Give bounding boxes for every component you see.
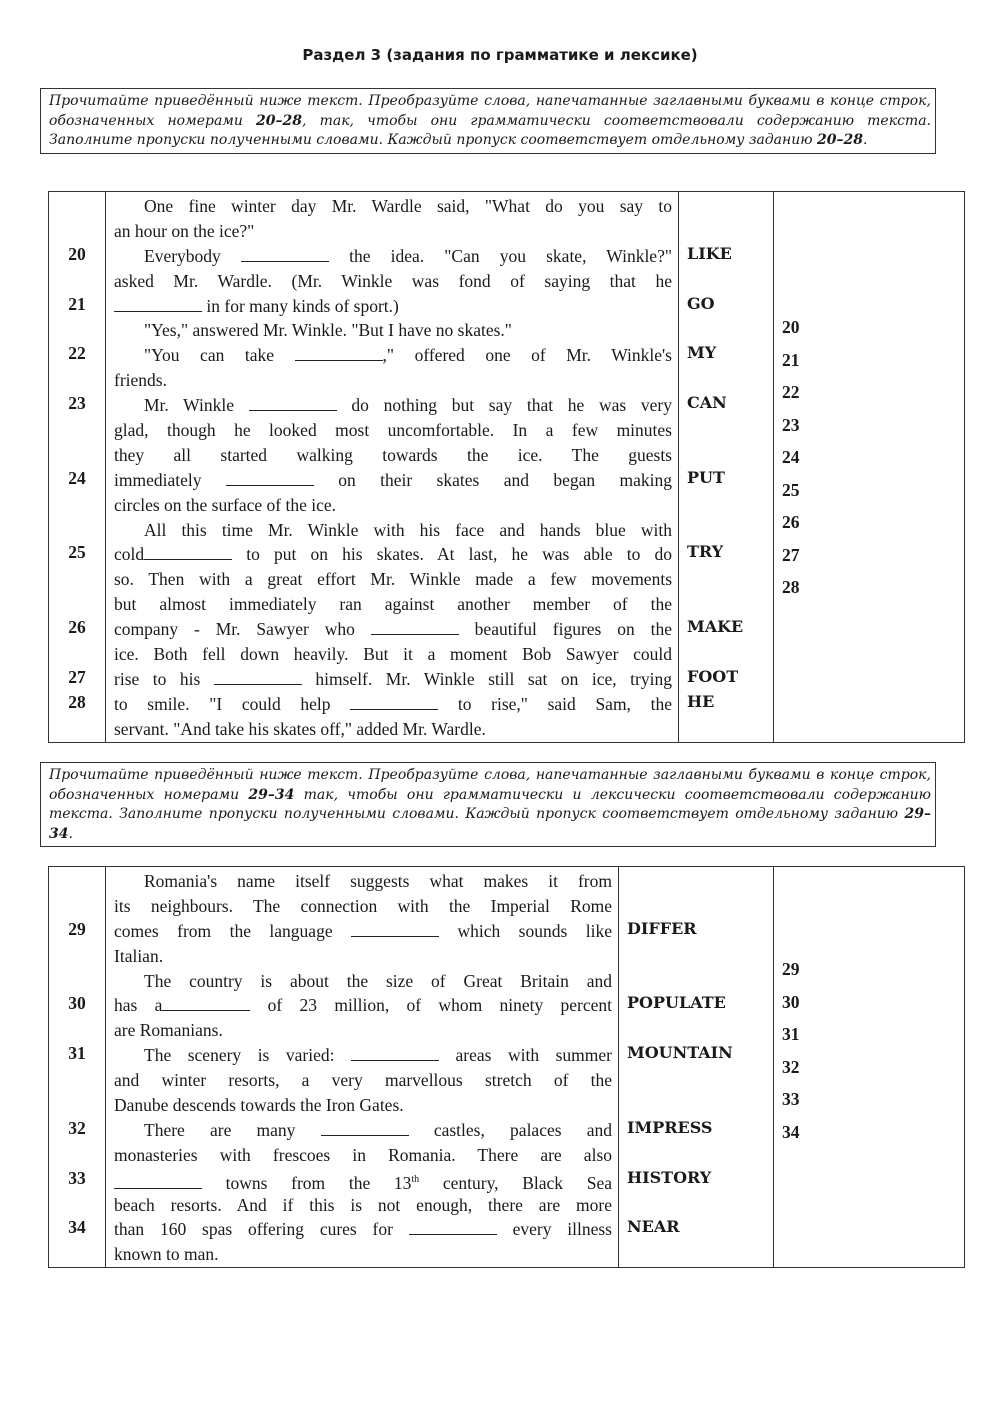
text-line (114, 468, 672, 493)
task-number (49, 217, 105, 242)
text-fragment: rise to his (114, 668, 214, 689)
text-fragment: do nothing but say that he was very (336, 395, 672, 416)
keyword (679, 516, 773, 541)
keyword (679, 441, 773, 466)
section-title: Раздел 3 (задания по грамматике и лексике) (302, 46, 698, 64)
task-number: 22 (68, 343, 86, 364)
answer-number: 22 (782, 382, 800, 402)
answer-gap (114, 1174, 202, 1189)
keyword (679, 366, 773, 391)
keyword: MY (687, 343, 717, 363)
text-line (114, 692, 672, 717)
keyword: LIKE (687, 243, 732, 263)
task-number (49, 1016, 105, 1041)
keyword (619, 1191, 773, 1216)
task-number (49, 590, 105, 615)
keywords-column (679, 192, 774, 743)
keyword: MAKE (687, 617, 744, 637)
answer-number: 31 (782, 1024, 800, 1044)
answer-number: 20 (782, 317, 800, 337)
keyword: HISTORY (627, 1167, 712, 1187)
task-number: 28 (68, 691, 86, 712)
text-line: All this time Mr. Winkle with his face and hands blue with (144, 519, 672, 540)
task-number (49, 366, 105, 391)
text-fragment: areas with summer (439, 1045, 612, 1066)
text-fragment: "You can take (144, 345, 295, 366)
task-number (49, 192, 105, 217)
keyword (619, 1240, 773, 1265)
keyword (619, 942, 773, 967)
text-fragment: immediately (114, 469, 226, 490)
text-fragment: ," offered one of Mr. Winkle's (382, 345, 672, 366)
task-table-20-28 (48, 191, 965, 743)
task-number: 24 (68, 467, 86, 488)
text-line (114, 617, 672, 642)
text-fragment: The scenery is varied: (144, 1045, 351, 1066)
answer-gap (241, 247, 329, 262)
keyword (679, 715, 773, 740)
answer-number: 28 (782, 577, 800, 597)
text-fragment: There are many (144, 1119, 321, 1140)
text-line: Italian. (114, 945, 164, 966)
answer-gap (371, 620, 459, 635)
instructions-20-28: Прочитайте приведённый ниже текст. Преобразуйте слова, напечатанные заглавными буквами в конце строк, обозначенных номерами 20–28, так, чтобы они грамматически соответствовали содержанию текста. Заполните пропуски полученными словами. Каждый пропуск соответствует отдельному заданию 20–28. (40, 88, 936, 154)
text-fragment: Everybody (144, 245, 241, 266)
task-number (49, 892, 105, 917)
numbers-column (49, 192, 106, 743)
keyword (679, 491, 773, 516)
text-line (114, 393, 672, 418)
answer-gap (214, 670, 302, 685)
keyword (679, 416, 773, 441)
numbers-column (49, 867, 106, 1268)
answer-gap (351, 1046, 439, 1061)
instructions-29-34: Прочитайте приведённый ниже текст. Преобразуйте слова, напечатанные заглавными буквами в конце строк, обозначенных номерами 29–34 так, чтобы они грамматически и лексически соответствовали содержанию текста. Заполните пропуски полученными словами. Каждый пропуск соответствует отдельному заданию 29–34. (40, 762, 936, 847)
text-fragment: to put on his skates. At last, he was able to do (232, 544, 672, 565)
text-line (114, 1043, 612, 1068)
answer-gap (249, 396, 337, 411)
keyword: CAN (687, 393, 727, 413)
text-line: circles on the surface of the ice. (114, 494, 337, 515)
answer-gap (351, 922, 439, 937)
task-number: 25 (68, 542, 86, 563)
text-line: Danube descends towards the Iron Gates. (114, 1095, 404, 1116)
text-fragment: the idea. "Can you skate, Winkle?" (328, 245, 672, 266)
task-number (49, 942, 105, 967)
text-line: are Romanians. (114, 1020, 223, 1041)
task-number: 21 (68, 293, 86, 314)
answer-gap (114, 297, 202, 312)
answer-gap (321, 1121, 409, 1136)
keyword (679, 565, 773, 590)
text-line: ice. Both fell down heavily. But it a moment Bob Sawyer could (114, 644, 672, 665)
text-fragment: castles, palaces and (408, 1119, 612, 1140)
text-fragment: century, Black Sea (419, 1172, 612, 1193)
keyword (679, 192, 773, 217)
task-number (49, 565, 105, 590)
text-line: Romania's name itself suggests what makes it from (144, 871, 612, 891)
text-fragment: has a (114, 995, 163, 1016)
text-line (114, 294, 672, 319)
keyword (679, 267, 773, 292)
answer-numbers-column (774, 192, 965, 743)
text-line (114, 1168, 612, 1193)
text-line (114, 1217, 612, 1242)
keyword (619, 867, 773, 892)
keyword (619, 1141, 773, 1166)
text-fragment: Mr. Winkle (144, 395, 249, 416)
answer-number: 30 (782, 991, 800, 1012)
task-number (49, 1240, 105, 1265)
task-number (49, 640, 105, 665)
answer-number: 25 (782, 479, 800, 500)
text-fragment: than 160 spas offering cures for (114, 1219, 409, 1240)
text-line: servant. "And take his skates off," added Mr. Wardle. (114, 718, 486, 739)
text-fragment: of 23 million, of whom ninety percent (250, 995, 612, 1016)
keyword: TRY (687, 542, 724, 562)
text-line (114, 919, 612, 944)
answer-number: 23 (782, 414, 800, 435)
keyword: MOUNTAIN (627, 1043, 733, 1063)
task-number: 26 (68, 617, 86, 638)
keyword (619, 1016, 773, 1041)
text-line: monasteries with frescoes in Romania. There are also (114, 1144, 612, 1165)
text-line: its neighbours. The connection with the Imperial Rome (114, 895, 612, 916)
task-table-29-34 (48, 866, 965, 1268)
answer-number: 26 (782, 512, 800, 532)
answer-gap (226, 471, 314, 486)
task-number (49, 1191, 105, 1216)
task-number (49, 967, 105, 992)
task-number (49, 867, 105, 892)
text-line: beach resorts. And if this is not enough, there are more (114, 1194, 612, 1215)
keyword: NEAR (627, 1217, 680, 1237)
task-number (49, 316, 105, 341)
keyword (619, 1091, 773, 1116)
task-number (49, 491, 105, 516)
text-fragment: comes from the language (114, 920, 352, 941)
task-number: 30 (68, 993, 86, 1014)
keyword: HE (687, 691, 715, 711)
text-line (114, 244, 672, 269)
text-fragment: to rise," said Sam, the (438, 693, 672, 714)
task-number (49, 441, 105, 466)
text-line: they all started walking towards the ice. The guests (114, 444, 672, 465)
text-line: known to man. (114, 1244, 219, 1265)
task-number: 29 (68, 918, 86, 939)
text-line: so. Then with a great effort Mr. Winkle made a few movements (114, 569, 672, 590)
keyword: POPULATE (627, 993, 726, 1013)
answer-gap (162, 996, 250, 1011)
keyword (679, 316, 773, 341)
keyword: DIFFER (627, 918, 697, 938)
task-number: 32 (68, 1117, 86, 1138)
answer-number: 24 (782, 447, 800, 467)
task-number: 33 (68, 1167, 86, 1188)
text-line: "Yes," answered Mr. Winkle. "But I have no skates." (144, 320, 512, 341)
task-number (49, 1066, 105, 1091)
text-fragment: to smile. "I could help (114, 693, 351, 714)
text-fragment: which sounds like (439, 920, 612, 941)
text-line: asked Mr. Wardle. (Mr. Winkle was fond of saying that he (114, 270, 672, 291)
keyword (679, 217, 773, 242)
text-column (106, 192, 679, 743)
answer-gap (350, 695, 438, 710)
text-fragment: towns from the 13 (202, 1172, 412, 1193)
text-line: The country is about the size of Great Britain and (144, 970, 612, 991)
text-fragment: beautiful figures on the (458, 619, 672, 640)
text-line (114, 993, 612, 1018)
text-fragment: company - Mr. Sawyer who (114, 619, 371, 640)
text-fragment: himself. Mr. Winkle still sat on ice, trying (301, 668, 672, 689)
text-line: but almost immediately ran against another member of the (114, 594, 672, 615)
task-number: 34 (68, 1217, 86, 1238)
superscript: th (411, 1173, 420, 1185)
text-fragment: in for many kinds of sport.) (202, 295, 399, 316)
keyword: GO (687, 293, 715, 313)
keyword (619, 967, 773, 992)
keyword (619, 1066, 773, 1091)
answer-number: 21 (782, 349, 800, 370)
task-number (49, 1091, 105, 1116)
answer-gap (295, 346, 383, 361)
answer-number: 34 (782, 1121, 800, 1142)
answer-gap (409, 1220, 497, 1235)
answer-number: 29 (782, 959, 800, 979)
text-fragment: cold (114, 544, 145, 565)
text-column (106, 867, 619, 1268)
task-number: 23 (68, 393, 86, 414)
text-line (114, 343, 672, 368)
task-number (49, 516, 105, 541)
answer-number: 33 (782, 1089, 800, 1109)
text-line: and winter resorts, a very marvellous stretch of the (114, 1070, 612, 1091)
task-number: 27 (68, 666, 86, 687)
task-number (49, 267, 105, 292)
task-number: 20 (68, 243, 86, 264)
keyword: FOOT (687, 666, 739, 686)
keyword: PUT (687, 467, 725, 487)
keyword (679, 640, 773, 665)
answer-gap (144, 545, 232, 560)
text-fragment: every illness (496, 1219, 612, 1240)
task-number (49, 715, 105, 740)
keyword (679, 590, 773, 615)
text-line (114, 667, 672, 692)
answer-numbers-column (774, 867, 965, 1268)
text-line: an hour on the ice?" (114, 220, 255, 241)
text-line: glad, though he looked most uncomfortable. In a few minutes (114, 420, 672, 441)
answer-number: 32 (782, 1056, 800, 1077)
text-fragment: on their skates and began making (313, 469, 672, 490)
task-number (49, 1141, 105, 1166)
text-line (114, 1118, 612, 1143)
keywords-column (619, 867, 774, 1268)
keyword (619, 892, 773, 917)
text-line (114, 542, 672, 567)
keyword: IMPRESS (627, 1117, 713, 1137)
text-line: friends. (114, 370, 167, 391)
text-line: One fine winter day Mr. Wardle said, "What do you say to (144, 196, 672, 216)
answer-number: 27 (782, 544, 800, 565)
task-number (49, 416, 105, 441)
task-number: 31 (68, 1043, 86, 1064)
